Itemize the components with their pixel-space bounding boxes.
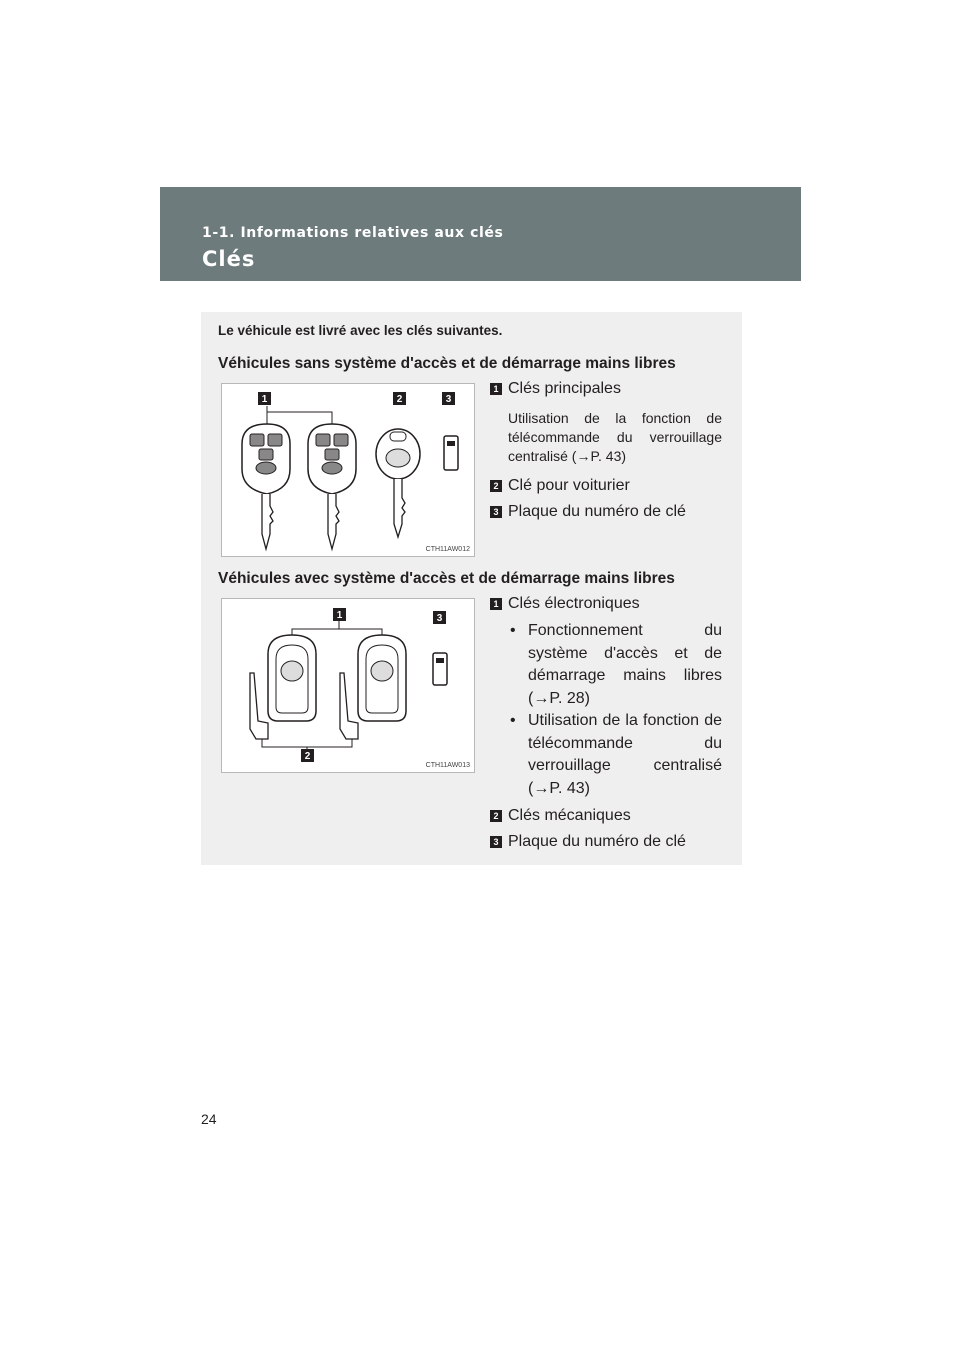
callout-2: 2 (396, 394, 403, 405)
page-number: 24 (201, 1111, 217, 1127)
bullet-item (490, 710, 722, 800)
section1-legend (490, 379, 722, 528)
figure-code: CTH11AW013 (425, 762, 470, 769)
section2-figure (221, 598, 475, 773)
number-badge: 3 (490, 836, 502, 848)
list-item (490, 502, 722, 522)
bullet-list (490, 620, 722, 800)
item-label: Plaque du numéro de clé (508, 833, 686, 850)
list-item (490, 379, 722, 399)
bullet-mark: • (510, 622, 516, 639)
callout-3: 3 (436, 613, 443, 624)
callout-1: 1 (261, 394, 268, 405)
item-label: Clés principales (508, 380, 621, 397)
content-panel (201, 312, 742, 865)
item-label: Clés mécaniques (508, 807, 631, 824)
item-label: Plaque du numéro de clé (508, 503, 686, 520)
master-key-illustration (242, 424, 290, 549)
master-key-illustration (308, 424, 356, 549)
section1-heading: Véhicules sans système d'accès et de démarrage mains libres (218, 355, 676, 372)
key-number-plate-illustration (444, 436, 458, 470)
figure-code: CTH11AW012 (425, 546, 470, 553)
item-label: Clé pour voiturier (508, 477, 630, 494)
section2-heading: Véhicules avec système d'accès et de démarrage mains libres (218, 570, 675, 587)
list-item (490, 476, 722, 496)
list-item (490, 806, 722, 826)
callout-1: 1 (336, 610, 343, 621)
keys-illustration (222, 384, 476, 558)
bullet-item (490, 620, 722, 710)
electronic-key-illustration (358, 635, 406, 721)
number-badge: 1 (490, 598, 502, 610)
number-badge: 3 (490, 506, 502, 518)
item-label: Clés électroniques (508, 595, 640, 612)
mechanical-key-illustration (340, 673, 358, 739)
section1-figure (221, 383, 475, 557)
number-badge: 1 (490, 383, 502, 395)
section2-legend (490, 594, 722, 858)
valet-key-illustration (376, 429, 420, 537)
number-badge: 2 (490, 480, 502, 492)
callout-2: 2 (304, 751, 311, 762)
page-title: Clés (202, 247, 256, 271)
item-note: Utilisation de la fonction de télécommande du verrouillage centralisé (→P. 43) (508, 410, 722, 464)
bullet-text: Utilisation de la fonction de télécommande du verrouillage centralisé (→P. 43) (528, 712, 722, 797)
electronic-key-illustration (268, 635, 316, 721)
list-item (490, 594, 722, 614)
callout-3: 3 (445, 394, 452, 405)
key-number-plate-illustration (433, 653, 447, 685)
chapter-header (160, 187, 801, 281)
bullet-text: Fonctionnement du système d'accès et de démarrage mains libres (→P. 28) (528, 622, 722, 707)
number-badge: 2 (490, 810, 502, 822)
chapter-label: 1-1. Informations relatives aux clés (202, 225, 504, 241)
mechanical-key-illustration (250, 673, 268, 739)
intro-text: Le véhicule est livré avec les clés suivantes. (218, 323, 503, 338)
bullet-mark: • (510, 712, 516, 729)
list-item (490, 832, 722, 852)
smart-keys-illustration (222, 599, 476, 774)
